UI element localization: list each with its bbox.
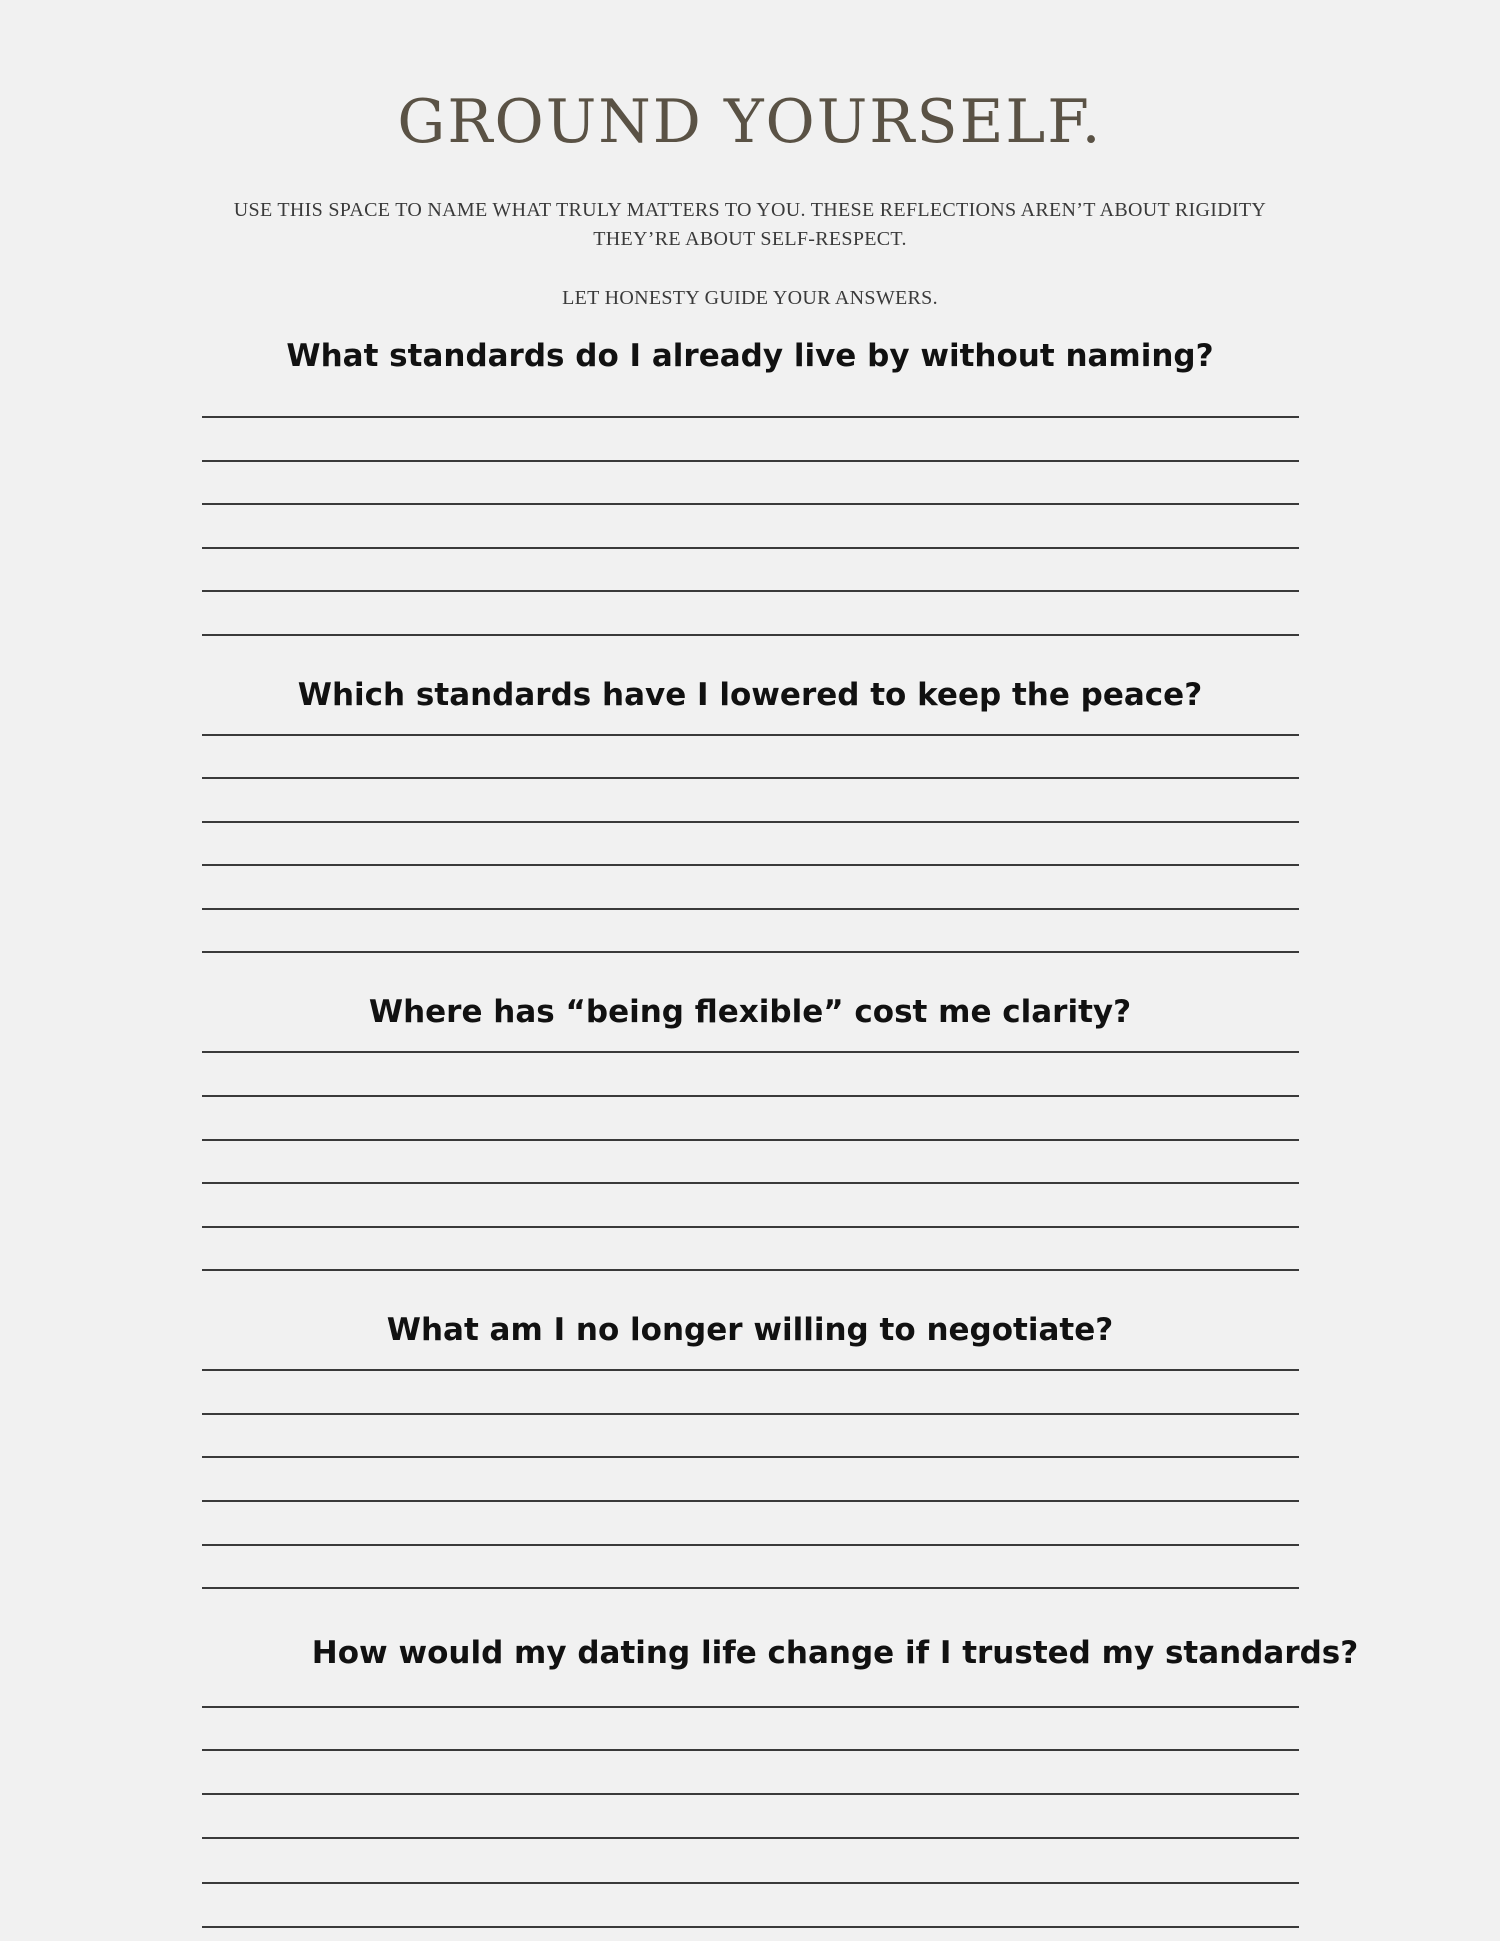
intro-text-line-3: LET HONESTY GUIDE YOUR ANSWERS. — [562, 287, 938, 309]
prompt-4-writing-line[interactable] — [202, 1544, 1299, 1546]
prompt-4-writing-line[interactable] — [202, 1587, 1299, 1589]
prompt-4-question: What am I no longer willing to negotiate? — [386, 1312, 1114, 1348]
prompt-3-writing-line[interactable] — [202, 1051, 1299, 1053]
prompt-5-writing-line[interactable] — [202, 1793, 1299, 1795]
prompt-5-writing-line[interactable] — [202, 1837, 1299, 1839]
prompt-3-question: Where has “being flexible” cost me clarity? — [368, 994, 1132, 1030]
prompt-1-writing-line[interactable] — [202, 547, 1299, 549]
prompt-5-writing-line[interactable] — [202, 1926, 1299, 1928]
prompt-1-question: What standards do I already live by without naming? — [286, 338, 1214, 374]
prompt-3-writing-line[interactable] — [202, 1095, 1299, 1097]
prompt-1-writing-line[interactable] — [202, 634, 1299, 636]
prompt-1-writing-line[interactable] — [202, 416, 1299, 418]
prompt-4-writing-line[interactable] — [202, 1369, 1299, 1371]
prompt-2-writing-line[interactable] — [202, 734, 1299, 736]
prompt-2-writing-line[interactable] — [202, 951, 1299, 953]
prompt-1-writing-line[interactable] — [202, 590, 1299, 592]
prompt-5-writing-line[interactable] — [202, 1749, 1299, 1751]
prompt-3-writing-line[interactable] — [202, 1182, 1299, 1184]
prompt-3-writing-line[interactable] — [202, 1269, 1299, 1271]
prompt-5-question: How would my dating life change if I trusted my standards? — [311, 1635, 1359, 1671]
prompt-5-writing-line[interactable] — [202, 1706, 1299, 1708]
prompt-2-writing-line[interactable] — [202, 864, 1299, 866]
intro-text-line-1: USE THIS SPACE TO NAME WHAT TRULY MATTERS TO YOU. THESE REFLECTIONS AREN’T ABOUT RIGIDITY — [233, 199, 1267, 221]
prompt-1-writing-line[interactable] — [202, 460, 1299, 462]
prompt-2-writing-line[interactable] — [202, 908, 1299, 910]
prompt-4-writing-line[interactable] — [202, 1456, 1299, 1458]
prompt-4-writing-line[interactable] — [202, 1413, 1299, 1415]
prompt-1-writing-line[interactable] — [202, 503, 1299, 505]
intro-text-line-2: THEY’RE ABOUT SELF-RESPECT. — [593, 228, 907, 250]
prompt-2-question: Which standards have I lowered to keep the peace? — [297, 677, 1203, 713]
prompt-4-writing-line[interactable] — [202, 1500, 1299, 1502]
page-title: GROUND YOURSELF. — [397, 87, 1103, 157]
prompt-2-writing-line[interactable] — [202, 777, 1299, 779]
prompt-3-writing-line[interactable] — [202, 1226, 1299, 1228]
prompt-3-writing-line[interactable] — [202, 1139, 1299, 1141]
prompt-5-writing-line[interactable] — [202, 1882, 1299, 1884]
prompt-2-writing-line[interactable] — [202, 821, 1299, 823]
